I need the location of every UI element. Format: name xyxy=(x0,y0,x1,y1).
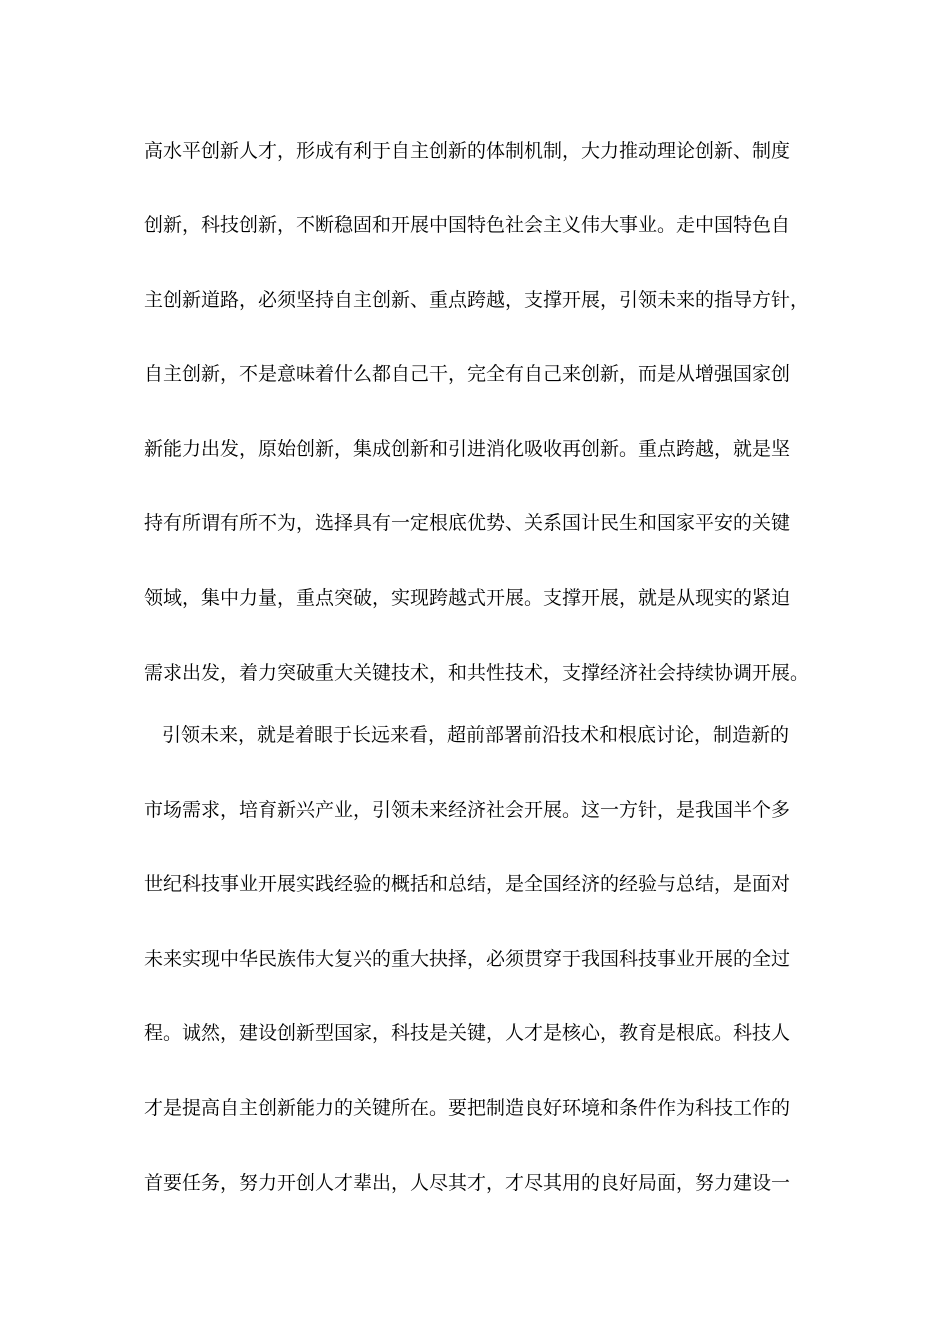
text-line-6: 持有所谓有所不为，选择具有一定根底优势、关系国计民生和国家平安的关键 xyxy=(144,512,791,534)
text-line-12: 未来实现中华民族伟大复兴的重大抉择，必须贯穿于我国科技事业开展的全过 xyxy=(144,948,791,970)
text-line-2: 创新，科技创新，不断稳固和开展中国特色社会主义伟大事业。走中国特色自 xyxy=(144,214,791,236)
text-line-14: 才是提高自主创新能力的关键所在。要把制造良好环境和条件作为科技工作的 xyxy=(144,1097,791,1119)
text-line-11: 世纪科技事业开展实践经验的概括和总结，是全国经济的经验与总结，是面对 xyxy=(144,873,791,895)
text-line-10: 市场需求，培育新兴产业，引领未来经济社会开展。这一方针，是我国半个多 xyxy=(144,799,791,821)
text-line-1: 高水平创新人才，形成有利于自主创新的体制机制，大力推动理论创新、制度 xyxy=(144,140,791,162)
text-line-3: 主创新道路，必须坚持自主创新、重点跨越，支撑开展，引领未来的指导方针， xyxy=(144,289,810,311)
text-line-4: 自主创新，不是意味着什么都自己干，完全有自己来创新，而是从增强国家创 xyxy=(144,363,791,385)
text-line-8: 需求出发，着力突破重大关键技术，和共性技术，支撑经济社会持续协调开展。 xyxy=(144,662,810,684)
text-line-13: 程。诚然，建设创新型国家，科技是关键，人才是核心，教育是根底。科技人 xyxy=(144,1022,791,1044)
text-line-5: 新能力出发，原始创新，集成创新和引进消化吸收再创新。重点跨越，就是坚 xyxy=(144,438,791,460)
text-line-7: 领域，集中力量，重点突破，实现跨越式开展。支撑开展，就是从现实的紧迫 xyxy=(144,587,791,609)
text-line-15: 首要任务，努力开创人才辈出，人尽其才，才尽其用的良好局面，努力建设一 xyxy=(144,1172,791,1194)
text-line-9: 引领未来，就是着眼于长远来看，超前部署前沿技术和根底讨论，制造新的 xyxy=(162,724,790,746)
